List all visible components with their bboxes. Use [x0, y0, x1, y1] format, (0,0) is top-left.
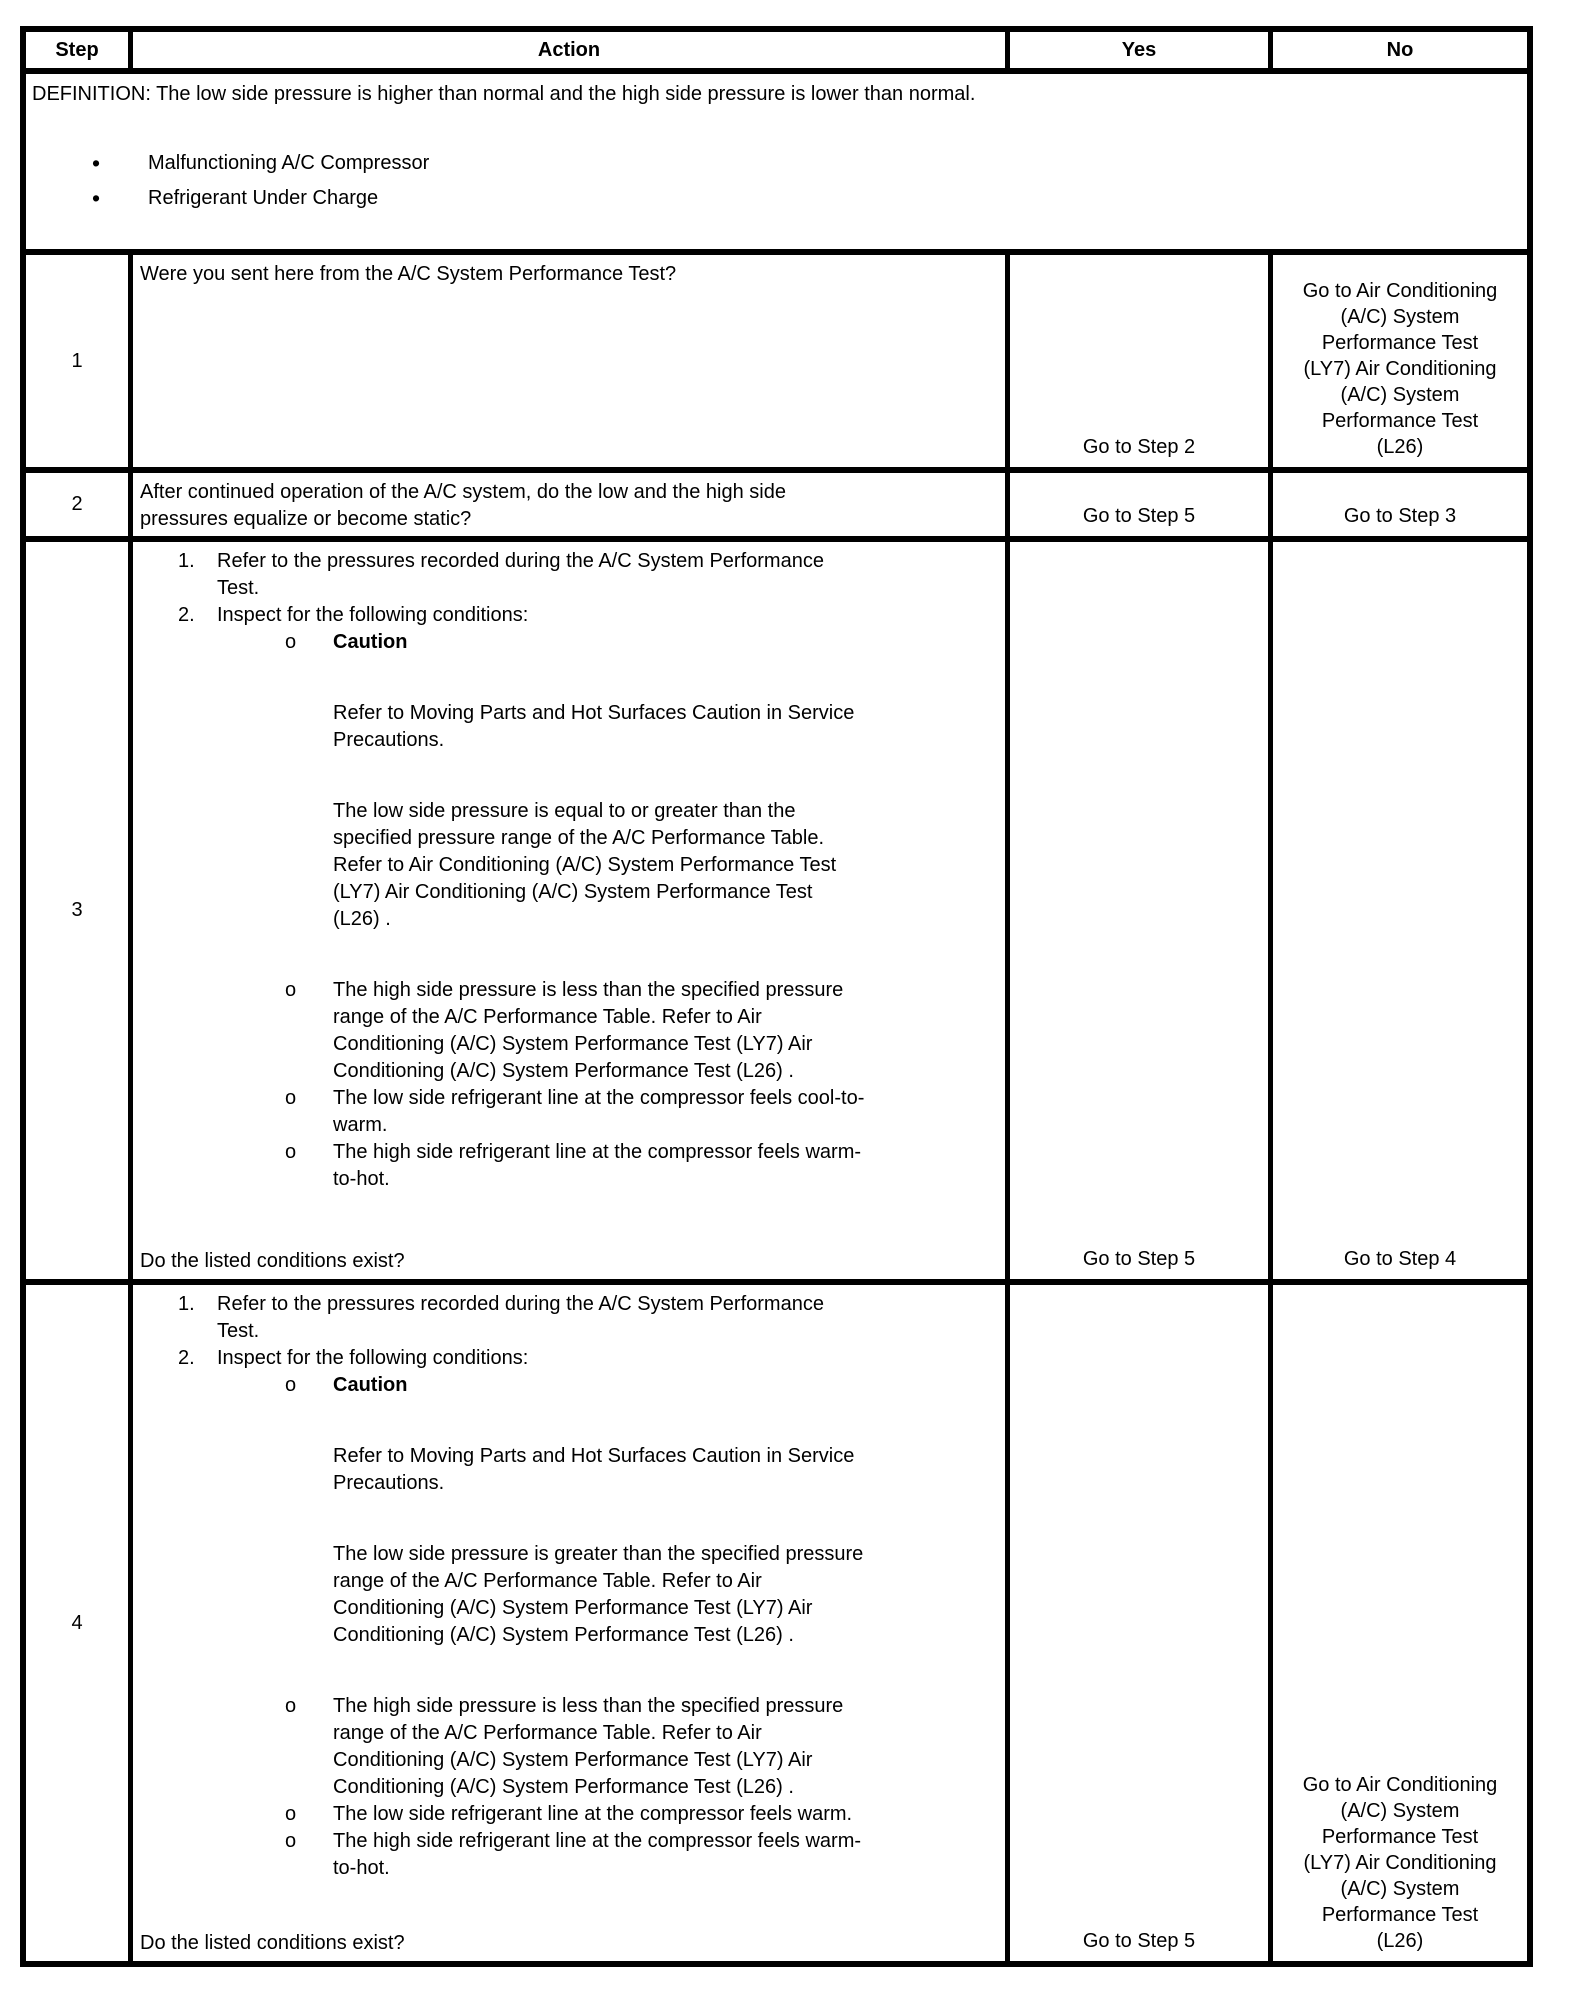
yes-cell-3 [1010, 542, 1268, 1279]
text-line: (L26) [1376, 436, 1424, 458]
text-line: After continued operation of the A/C system, do the low and the high side [140, 481, 786, 503]
list-marker: 1. [178, 550, 195, 572]
text-line: Inspect for the following conditions: [217, 1347, 529, 1369]
list-block [140, 602, 999, 629]
list-text [333, 1139, 999, 1193]
no-cell-2 [1273, 473, 1527, 536]
list-marker: 2. [178, 1347, 195, 1369]
list-text [333, 700, 999, 754]
list-text [217, 602, 999, 629]
text-line: Go to Step 5 [1082, 505, 1196, 527]
text-line: Conditioning (A/C) System Performance Test (L26) . [333, 1624, 794, 1646]
text-line: range of the A/C Performance Table. Refer to Air [333, 1006, 762, 1028]
text-line: The high side pressure is less than the specified pressure [333, 979, 844, 1001]
text-line: to-hot. [333, 1168, 390, 1190]
list-text [333, 1443, 999, 1497]
yes-cell-1 [1010, 255, 1268, 467]
action-list-3 [140, 548, 999, 1193]
list-marker: 2. [178, 604, 195, 626]
header-no: No [1273, 32, 1527, 68]
no-cell-3 [1273, 542, 1527, 1279]
text-line: Conditioning (A/C) System Performance Test (LY7) Air [333, 1749, 813, 1771]
text-line: Refer to Air Conditioning (A/C) System Performance Test [333, 854, 837, 876]
text-line: Go to Step 5 [1082, 1248, 1196, 1270]
text-line: (LY7) Air Conditioning (A/C) System Performance Test [333, 881, 813, 903]
list-text [217, 1345, 999, 1372]
no-cell-4 [1273, 1285, 1527, 1961]
action-question-3: Do the listed conditions exist? [140, 1250, 405, 1272]
text-line: Refer to Moving Parts and Hot Surfaces Caution in Service [333, 1445, 855, 1467]
list-marker: • [92, 185, 101, 211]
step-cell-2: 2 [26, 473, 128, 536]
list-text [333, 1828, 999, 1882]
list-block [140, 1801, 999, 1828]
text-line: Refer to the pressures recorded during the A/C System Performance [217, 550, 824, 572]
list-block [140, 1085, 999, 1139]
list-block [140, 1541, 999, 1649]
text-line: Were you sent here from the A/C System Performance Test? [140, 263, 677, 285]
list-block [140, 1345, 999, 1372]
text-line: Refer to Moving Parts and Hot Surfaces Caution in Service [333, 702, 855, 724]
text-line: Go to Step 4 [1343, 1248, 1457, 1270]
text-line: Caution [333, 631, 408, 653]
text-line: specified pressure range of the A/C Performance Table. [333, 827, 825, 849]
diagnostic-table [20, 26, 1533, 1967]
text-line: Refrigerant Under Charge [148, 187, 379, 209]
list-block [140, 1291, 999, 1345]
yes-cell-2 [1010, 473, 1268, 536]
list-block [140, 1443, 999, 1497]
list-block [32, 150, 1521, 177]
list-marker: • [92, 150, 101, 176]
text-line: to-hot. [333, 1857, 390, 1879]
list-marker: o [285, 1374, 297, 1396]
text-line: Inspect for the following conditions: [217, 604, 529, 626]
text-line: Malfunctioning A/C Compressor [148, 152, 430, 174]
text-line: The low side refrigerant line at the compressor feels cool-to- [333, 1087, 865, 1109]
action-cell-3 [133, 542, 1005, 1279]
yes-cell-4 [1010, 1285, 1268, 1961]
list-block [140, 1693, 999, 1801]
step-cell-1: 1 [26, 255, 128, 467]
list-block [140, 1139, 999, 1193]
list-text [333, 1693, 999, 1801]
text-line: (LY7) Air Conditioning [1303, 358, 1497, 380]
header-yes: Yes [1010, 32, 1268, 68]
list-marker: o [285, 631, 297, 653]
text-line: The low side pressure is equal to or greater than the [333, 800, 796, 822]
text-line: Go to Air Conditioning [1302, 1774, 1498, 1796]
list-marker: o [285, 1803, 297, 1825]
header-action: Action [133, 32, 1005, 68]
text-line: (L26) [1376, 1930, 1424, 1952]
text-line: Refer to the pressures recorded during the A/C System Performance [217, 1293, 824, 1315]
header-step: Step [26, 32, 128, 68]
text-line: range of the A/C Performance Table. Refer to Air [333, 1722, 762, 1744]
action-question-4: Do the listed conditions exist? [140, 1932, 405, 1954]
text-line: Performance Test [1321, 1904, 1479, 1926]
list-marker: o [285, 979, 297, 1001]
list-text [333, 1085, 999, 1139]
list-text [333, 1801, 999, 1828]
list-text [333, 1541, 999, 1649]
text-line: (A/C) System [1340, 384, 1460, 406]
text-line: Conditioning (A/C) System Performance Test (LY7) Air [333, 1597, 813, 1619]
list-text [333, 798, 999, 933]
text-line: Go to Air Conditioning [1302, 280, 1498, 302]
list-block [140, 977, 999, 1085]
text-line: Go to Step 3 [1343, 505, 1457, 527]
definition-cell [26, 74, 1527, 249]
list-block [140, 1828, 999, 1882]
text-line: Go to Step 2 [1082, 436, 1196, 458]
list-marker: o [285, 1141, 297, 1163]
action-text-1 [140, 261, 999, 288]
text-line: The high side refrigerant line at the compressor feels warm- [333, 1141, 862, 1163]
list-block [140, 798, 999, 933]
list-marker: 1. [178, 1293, 195, 1315]
list-text [148, 150, 1521, 177]
action-cell-4 [133, 1285, 1005, 1961]
action-list-4 [140, 1291, 999, 1882]
text-line: Precautions. [333, 1472, 445, 1494]
text-line: Test. [217, 1320, 260, 1342]
text-line: warm. [333, 1114, 388, 1136]
step-cell-4: 4 [26, 1285, 128, 1961]
list-text [333, 1372, 999, 1399]
list-text [333, 629, 999, 656]
text-line: The low side refrigerant line at the compressor feels warm. [333, 1803, 853, 1825]
list-block [140, 700, 999, 754]
text-line: (L26) . [333, 908, 391, 930]
list-marker: o [285, 1087, 297, 1109]
list-marker: o [285, 1830, 297, 1852]
text-line: Performance Test [1321, 332, 1479, 354]
text-line: range of the A/C Performance Table. Refer to Air [333, 1570, 762, 1592]
list-block [140, 1372, 999, 1399]
list-block [140, 629, 999, 656]
action-cell-1 [133, 255, 1005, 467]
text-line: (LY7) Air Conditioning [1303, 1852, 1497, 1874]
action-text-2 [140, 479, 999, 533]
list-block [140, 548, 999, 602]
action-cell-2 [133, 473, 1005, 536]
definition-text: DEFINITION: The low side pressure is higher than normal and the high side pressure is lower than normal. [32, 83, 976, 105]
text-line: (A/C) System [1340, 1878, 1460, 1900]
text-line: The high side refrigerant line at the compressor feels warm- [333, 1830, 862, 1852]
text-line: (A/C) System [1340, 306, 1460, 328]
text-line: The high side pressure is less than the specified pressure [333, 1695, 844, 1717]
text-line: Performance Test [1321, 1826, 1479, 1848]
list-marker: o [285, 1695, 297, 1717]
text-line: Go to Step 5 [1082, 1930, 1196, 1952]
text-line: pressures equalize or become static? [140, 508, 472, 530]
text-line: Test. [217, 577, 260, 599]
step-cell-3: 3 [26, 542, 128, 1279]
text-line: Performance Test [1321, 410, 1479, 432]
list-text [217, 548, 999, 602]
text-line: Conditioning (A/C) System Performance Test (L26) . [333, 1060, 794, 1082]
text-line: (A/C) System [1340, 1800, 1460, 1822]
definition-bullet-list [32, 150, 1521, 212]
list-block [32, 185, 1521, 212]
text-line: Conditioning (A/C) System Performance Test (LY7) Air [333, 1033, 813, 1055]
list-text [333, 977, 999, 1085]
text-line: Conditioning (A/C) System Performance Test (L26) . [333, 1776, 794, 1798]
list-text [148, 185, 1521, 212]
text-line: Caution [333, 1374, 408, 1396]
text-line: The low side pressure is greater than the specified pressure [333, 1543, 864, 1565]
no-cell-1 [1273, 255, 1527, 467]
text-line: Precautions. [333, 729, 445, 751]
list-text [217, 1291, 999, 1345]
